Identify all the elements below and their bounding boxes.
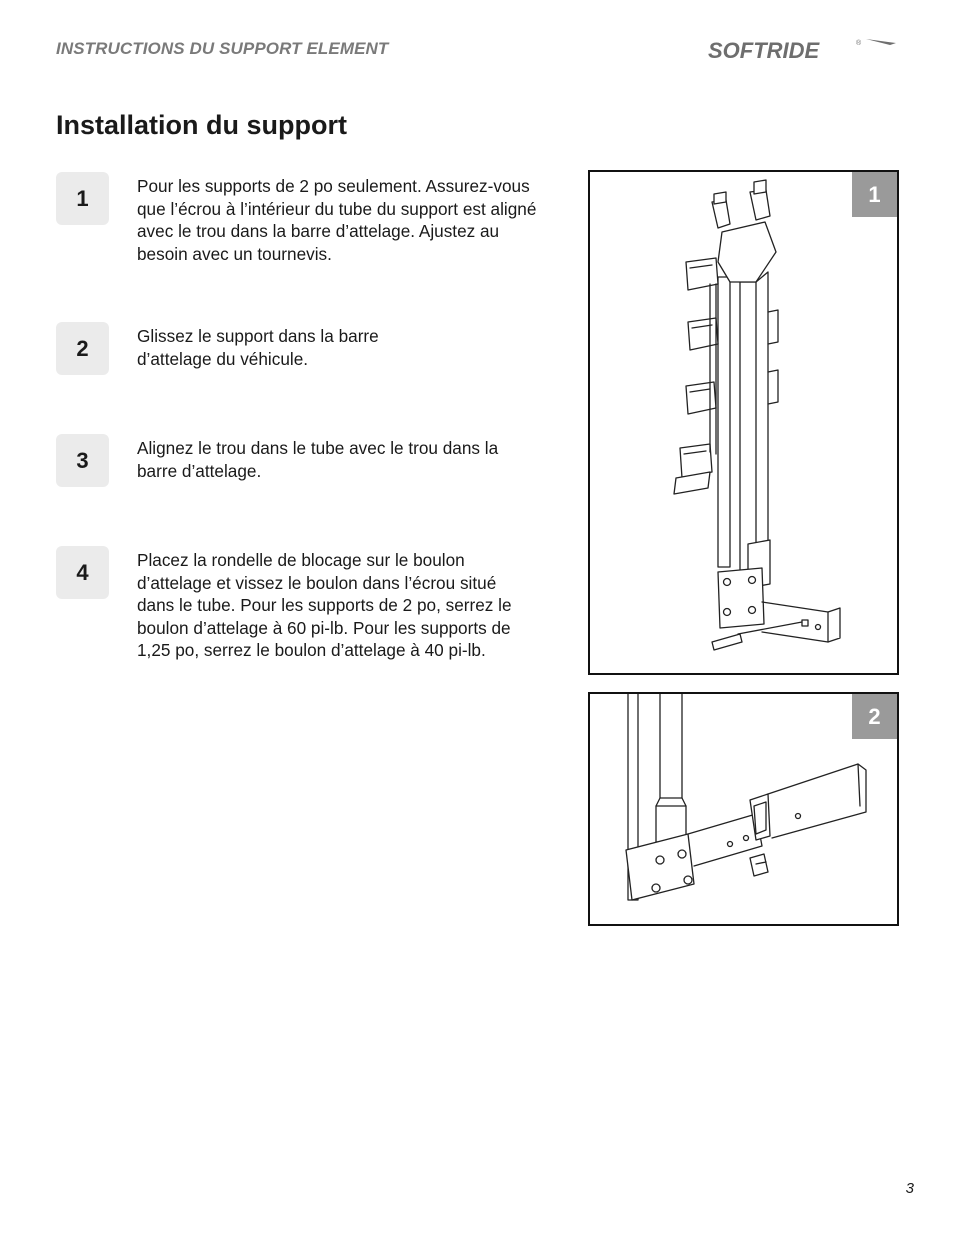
step-text: Alignez le trou dans le tube avec le trou dans la barre d’attelage.	[137, 438, 499, 481]
page-title: Installation du support	[56, 110, 347, 140]
step-text: Placez la rondelle de blocage sur le boulon d’attelage et vissez le boulon dans l’écrou situé dans le tube. Pour les supports de 2 po, serrez le boulon d’attelage à 60 pi-lb. Pour les supports de 1,25 po, serrez le boulon d’attelage à 40 pi-lb.	[137, 550, 512, 661]
logo-registered-mark: ®	[856, 40, 862, 47]
figure-number-badge: 2	[852, 694, 897, 739]
hitch-detail-illustration	[590, 694, 896, 923]
step-number: 2	[56, 322, 109, 375]
step-number: 3	[56, 434, 109, 487]
softride-logo	[706, 33, 898, 71]
figure-2	[588, 692, 899, 926]
step-number: 1	[56, 172, 109, 225]
bike-rack-illustration	[590, 172, 896, 672]
step-text: Glissez le support dans la barre d’attelage du véhicule.	[137, 326, 379, 369]
document-header-title: INSTRUCTIONS DU SUPPORT ELEMENT	[56, 39, 389, 58]
page-number: 3	[905, 1180, 914, 1197]
step-number: 4	[56, 546, 109, 599]
logo-text: SOFTRIDE	[708, 38, 820, 63]
figure-number-badge: 1	[852, 172, 897, 217]
step-text: Pour les supports de 2 po seulement. Assurez-vous que l’écrou à l’intérieur du tube du support est aligné avec le trou dans la barre d’attelage. Ajustez au besoin avec un tournevis.	[137, 176, 537, 264]
figure-1	[588, 170, 899, 675]
